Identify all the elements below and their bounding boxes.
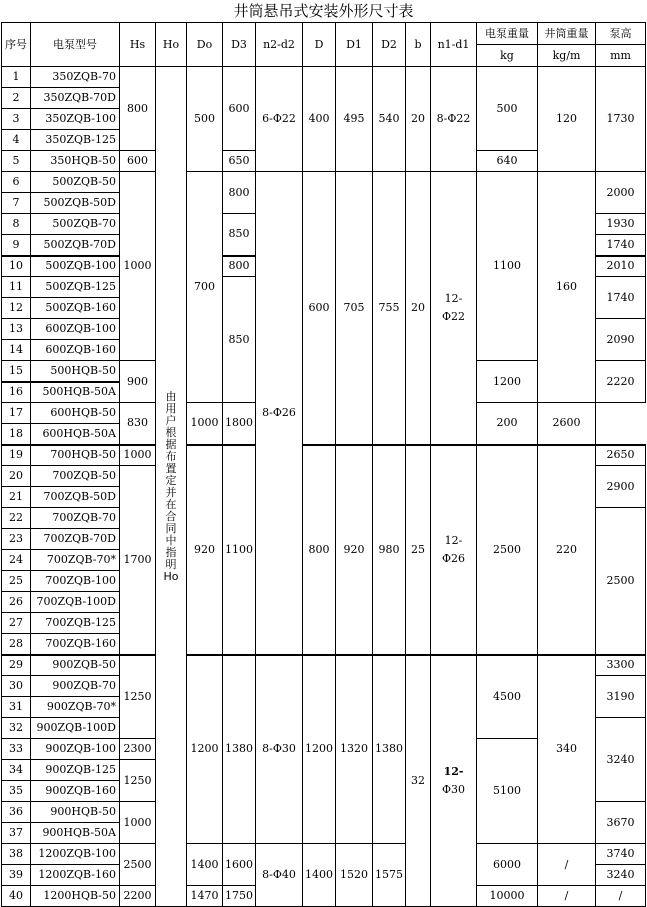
cell-d3: 1600	[223, 844, 256, 886]
cell-d2: 755	[373, 172, 406, 445]
cell-n2d2: 8-Φ30	[256, 655, 303, 844]
cell-pump-height: 2010	[596, 256, 646, 277]
table-row	[2, 655, 646, 676]
cell-model: 500ZQB-125	[31, 277, 120, 298]
cell-d2: 540	[373, 67, 406, 172]
cell-d2: 1575	[373, 844, 406, 907]
cell-model: 700ZQB-70D	[31, 529, 120, 550]
cell-model: 700ZQB-100	[31, 571, 120, 592]
cell-pump-height: 1740	[596, 235, 646, 256]
cell-seq: 4	[2, 130, 31, 151]
cell-seq: 12	[2, 298, 31, 319]
cell-d3: 1750	[223, 886, 256, 907]
cell-pump-height: 2500	[596, 508, 646, 655]
cell-n2d2: 6-Φ22	[256, 67, 303, 172]
cell-model: 600HQB-50A	[31, 424, 120, 445]
cell-seq: 18	[2, 424, 31, 445]
cell-seq: 25	[2, 571, 31, 592]
cell-seq: 16	[2, 382, 31, 403]
cell-pump-height: 3300	[596, 655, 646, 676]
cell-model: 500HQB-50A	[31, 382, 120, 403]
cell-d3: 1380	[223, 655, 256, 844]
cell-pump-height: 3740	[596, 844, 646, 865]
header-shaft-weight: 井筒重量	[538, 23, 596, 45]
cell-seq: 34	[2, 760, 31, 781]
cell-do: 700	[187, 172, 223, 403]
cell-model: 700ZQB-70*	[31, 550, 120, 571]
cell-hs: 2300	[120, 739, 156, 760]
cell-model: 700ZQB-50	[31, 466, 120, 487]
ho-note-char: 据	[165, 437, 177, 451]
n1d1-text: 12-	[443, 764, 464, 778]
cell-seq: 24	[2, 550, 31, 571]
cell-pump-height: 2600	[538, 403, 596, 445]
unit-pump-weight: kg	[477, 45, 538, 67]
cell-pump-height: 3240	[596, 865, 646, 886]
cell-hs: 1250	[120, 760, 156, 802]
cell-model: 1200HQB-50	[31, 886, 120, 907]
table-row	[2, 172, 646, 193]
cell-seq: 38	[2, 844, 31, 865]
ho-note-char: 合	[165, 509, 177, 523]
cell-pump-weight: 6000	[477, 844, 538, 886]
cell-pump-weight: 4500	[477, 655, 538, 739]
cell-seq: 28	[2, 634, 31, 655]
ho-note-char: 中	[165, 533, 177, 547]
cell-model: 500HQB-50	[31, 361, 120, 382]
cell-pump-height: 3240	[596, 718, 646, 802]
cell-seq: 17	[2, 403, 31, 424]
cell-d1: 920	[336, 445, 373, 655]
cell-model: 900ZQB-160	[31, 781, 120, 802]
cell-seq: 36	[2, 802, 31, 823]
cell-d3: 600	[223, 67, 256, 151]
cell-d3: 800	[223, 256, 256, 277]
cell-model: 350ZQB-70D	[31, 88, 120, 109]
cell-hs: 1700	[120, 466, 156, 655]
cell-hs: 1250	[120, 655, 156, 739]
cell-b: 20	[406, 67, 431, 172]
cell-seq: 26	[2, 592, 31, 613]
cell-n2d2: 8-Φ26	[256, 172, 303, 655]
table-row	[2, 844, 646, 865]
cell-n1d1	[431, 172, 477, 445]
cell-hs: 1000	[120, 802, 156, 844]
header-pump-weight: 电泵重量	[477, 23, 538, 45]
header-b: b	[406, 23, 431, 67]
ho-note-char: 明	[165, 557, 177, 571]
header-d2: D2	[373, 23, 406, 67]
cell-seq: 15	[2, 361, 31, 382]
cell-seq: 20	[2, 466, 31, 487]
cell-seq: 32	[2, 718, 31, 739]
cell-hs: 600	[120, 151, 156, 172]
cell-shaft-weight: 340	[538, 655, 596, 844]
cell-seq: 35	[2, 781, 31, 802]
cell-shaft-weight: 160	[538, 172, 596, 403]
cell-model: 700HQB-50	[31, 445, 120, 466]
header-d3: D3	[223, 23, 256, 67]
cell-seq: 23	[2, 529, 31, 550]
cell-n2d2: 8-Φ40	[256, 844, 303, 907]
cell-seq: 1	[2, 67, 31, 88]
cell-ho-note	[156, 67, 187, 907]
cell-d1: 1320	[336, 655, 373, 844]
cell-d1: 1520	[336, 844, 373, 907]
cell-shaft-weight: 220	[538, 445, 596, 655]
cell-seq: 3	[2, 109, 31, 130]
header-do: Do	[187, 23, 223, 67]
cell-seq: 30	[2, 676, 31, 697]
cell-seq: 19	[2, 445, 31, 466]
cell-pump-weight: 640	[477, 151, 538, 172]
cell-model: 700ZQB-100D	[31, 592, 120, 613]
cell-seq: 9	[2, 235, 31, 256]
cell-model: 350HQB-50	[31, 151, 120, 172]
cell-model: 900HQB-50A	[31, 823, 120, 844]
cell-d3: 800	[223, 172, 256, 214]
cell-seq: 7	[2, 193, 31, 214]
cell-d3: 1000	[187, 403, 223, 445]
cell-hs: 2500	[120, 844, 156, 886]
cell-model: 900ZQB-70*	[31, 697, 120, 718]
cell-model: 700ZQB-70	[31, 508, 120, 529]
table-title: 井筒悬吊式安装外形尺寸表	[233, 2, 414, 20]
cell-seq: 8	[2, 214, 31, 235]
cell-model: 900ZQB-70	[31, 676, 120, 697]
n1d1-text: 12-	[444, 533, 463, 547]
cell-seq: 37	[2, 823, 31, 844]
cell-d1: 705	[336, 172, 373, 445]
cell-pump-height: 2090	[596, 319, 646, 361]
cell-seq: 22	[2, 508, 31, 529]
cell-model: 350ZQB-100	[31, 109, 120, 130]
cell-seq: 27	[2, 613, 31, 634]
table-body	[2, 23, 646, 907]
cell-do: 1200	[187, 655, 223, 844]
cell-d: 1400	[303, 844, 336, 907]
cell-do: 920	[187, 445, 223, 655]
header-d1: D1	[336, 23, 373, 67]
cell-shaft-weight: 120	[538, 67, 596, 172]
n1d1-text: Φ26	[441, 551, 465, 565]
cell-d2: 1380	[373, 655, 406, 844]
cell-model: 700ZQB-160	[31, 634, 120, 655]
cell-pump-height: 1730	[596, 67, 646, 172]
header-pump-height: 泵高	[596, 23, 646, 45]
cell-shaft-weight: /	[538, 844, 596, 886]
cell-hs: 2200	[120, 886, 156, 907]
cell-seq: 40	[2, 886, 31, 907]
ho-note-char: 布	[165, 449, 177, 463]
cell-do: 1400	[187, 844, 223, 886]
cell-d: 400	[303, 67, 336, 172]
cell-pump-weight: 1200	[477, 361, 538, 403]
ho-note-char: 并	[165, 485, 177, 499]
cell-shaft-weight: 200	[477, 403, 538, 445]
cell-b: 25	[406, 445, 431, 655]
cell-do: 1470	[187, 886, 223, 907]
cell-model: 1200ZQB-160	[31, 865, 120, 886]
cell-d2: 980	[373, 445, 406, 655]
cell-seq: 21	[2, 487, 31, 508]
unit-shaft-weight: kg/m	[538, 45, 596, 67]
cell-seq: 11	[2, 277, 31, 298]
cell-model: 600ZQB-100	[31, 319, 120, 340]
cell-pump-height: 3190	[596, 676, 646, 718]
cell-n1d1	[431, 655, 477, 907]
cell-pump-height: 3670	[596, 802, 646, 844]
cell-d1: 495	[336, 67, 373, 172]
cell-seq: 14	[2, 340, 31, 361]
cell-pump-weight: 2500	[477, 445, 538, 655]
cell-pump-weight: 10000	[477, 886, 538, 907]
cell-hs: 900	[120, 361, 156, 403]
cell-d: 600	[303, 172, 336, 445]
cell-d3: 650	[223, 151, 256, 172]
ho-note-char: 由	[165, 389, 177, 403]
unit-pump-height: mm	[596, 45, 646, 67]
ho-note-char: 定	[165, 473, 177, 487]
cell-d3: 850	[223, 214, 256, 256]
cell-pump-weight: 1800	[223, 403, 256, 445]
cell-pump-height: 2220	[596, 361, 646, 403]
cell-pump-height: 2650	[596, 445, 646, 466]
n1d1-text: 8-Φ22	[436, 112, 471, 125]
cell-b: 20	[406, 172, 431, 445]
cell-d: 1200	[303, 655, 336, 844]
cell-model: 700ZQB-50D	[31, 487, 120, 508]
ho-note-char: 户	[165, 413, 177, 427]
header-n1d1: n1-d1	[431, 23, 477, 67]
cell-pump-height: 1930	[596, 214, 646, 235]
cell-seq: 29	[2, 655, 31, 676]
n1d1-text: 12-	[444, 291, 463, 305]
header-ho: Ho	[156, 23, 187, 67]
cell-model: 500ZQB-100	[31, 256, 120, 277]
cell-pump-weight: 500	[477, 67, 538, 151]
cell-d3: 850	[223, 277, 256, 403]
header-d: D	[303, 23, 336, 67]
cell-model: 900ZQB-100D	[31, 718, 120, 739]
cell-pump-height: /	[596, 886, 646, 907]
cell-seq: 31	[2, 697, 31, 718]
cell-pump-height: 1740	[596, 277, 646, 319]
table-row	[2, 67, 646, 88]
ho-note-char: 用	[165, 401, 177, 415]
n1d1-text: Φ30	[441, 782, 465, 796]
cell-model: 500ZQB-70	[31, 214, 120, 235]
header-n2d2: n2-d2	[256, 23, 303, 67]
ho-note-char: Ho	[163, 569, 179, 583]
cell-seq: 39	[2, 865, 31, 886]
cell-pump-weight: 5100	[477, 739, 538, 844]
cell-hs: 1000	[120, 445, 156, 466]
cell-d3: 1100	[223, 445, 256, 655]
cell-model: 900ZQB-50	[31, 655, 120, 676]
cell-model: 350ZQB-70	[31, 67, 120, 88]
cell-n1d1	[431, 67, 477, 172]
cell-model: 350ZQB-125	[31, 130, 120, 151]
cell-hs: 1000	[120, 172, 156, 361]
cell-pump-height: 2000	[596, 172, 646, 214]
cell-seq: 13	[2, 319, 31, 340]
cell-model: 500ZQB-50D	[31, 193, 120, 214]
cell-seq: 10	[2, 256, 31, 277]
cell-model: 600ZQB-160	[31, 340, 120, 361]
cell-model: 700ZQB-125	[31, 613, 120, 634]
ho-note-char: 根	[165, 425, 177, 439]
cell-seq: 6	[2, 172, 31, 193]
cell-d: 800	[303, 445, 336, 655]
cell-model: 900HQB-50	[31, 802, 120, 823]
header-seq: 序号	[2, 23, 31, 67]
cell-hs: 800	[120, 67, 156, 151]
cell-n1d1	[431, 445, 477, 655]
cell-do: 500	[187, 67, 223, 172]
cell-seq: 2	[2, 88, 31, 109]
cell-seq: 5	[2, 151, 31, 172]
cell-do: 830	[120, 403, 156, 445]
cell-seq: 33	[2, 739, 31, 760]
cell-model: 900ZQB-100	[31, 739, 120, 760]
n1d1-text: Φ22	[441, 309, 465, 323]
cell-model: 500ZQB-50	[31, 172, 120, 193]
cell-shaft-weight: /	[538, 886, 596, 907]
header-hs: Hs	[120, 23, 156, 67]
header-model: 电泵型号	[31, 23, 120, 67]
cell-b: 32	[406, 655, 431, 907]
cell-model: 500ZQB-70D	[31, 235, 120, 256]
cell-pump-weight: 1100	[477, 172, 538, 361]
ho-note-char: 指	[165, 545, 177, 559]
table-row	[2, 445, 646, 466]
cell-model: 900ZQB-125	[31, 760, 120, 781]
ho-note-char: 在	[165, 497, 177, 511]
ho-note-char: 置	[165, 461, 177, 475]
cell-pump-height: 2900	[596, 466, 646, 508]
cell-model: 500ZQB-160	[31, 298, 120, 319]
dimension-table	[1, 22, 646, 907]
ho-note-char: 同	[165, 521, 177, 535]
cell-model: 1200ZQB-100	[31, 844, 120, 865]
cell-model: 600HQB-50	[31, 403, 120, 424]
